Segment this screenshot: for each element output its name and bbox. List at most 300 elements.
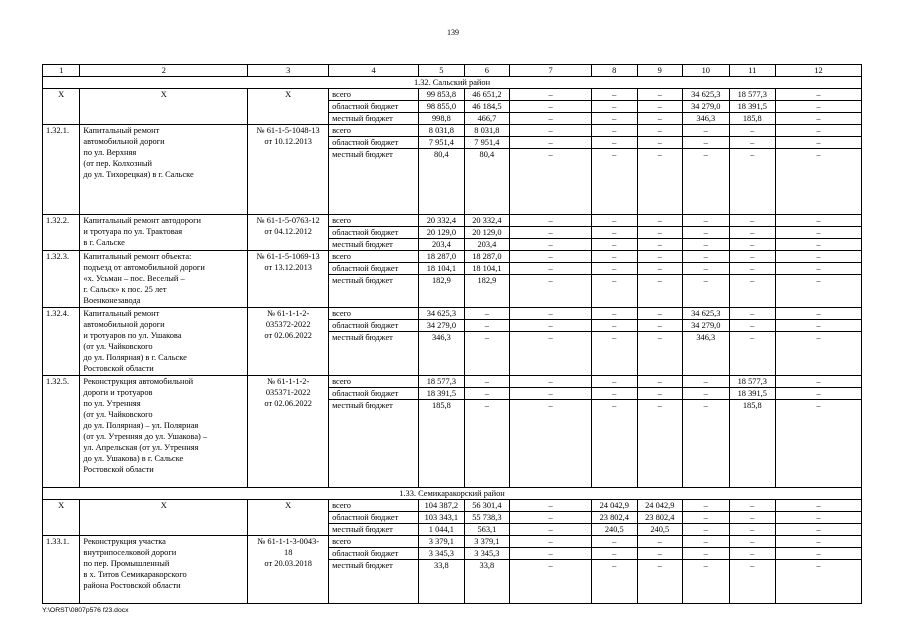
value-cell: 1 044,1	[419, 524, 465, 536]
value-cell: 18 287,0	[419, 251, 465, 263]
funding-source-cell: всего	[329, 215, 419, 227]
value-cell: –	[637, 263, 683, 275]
column-number-cell: 10	[683, 65, 730, 77]
funding-source-cell: областной бюджет	[329, 320, 419, 332]
value-cell: 104 387,2	[419, 500, 465, 512]
item-name-cell	[80, 308, 248, 376]
item-document-cell	[248, 376, 329, 488]
value-cell: –	[510, 560, 592, 604]
item-name-cell	[80, 376, 248, 488]
funding-source-cell: местный бюджет	[329, 400, 419, 488]
value-cell: –	[776, 320, 862, 332]
value-cell: –	[776, 536, 862, 548]
cell-line: № 61-1-1-3-0043-	[257, 537, 320, 546]
value-cell: –	[464, 400, 510, 488]
cell-line: Военконезавода	[83, 296, 141, 305]
value-cell: –	[592, 376, 638, 388]
value-cell: –	[637, 215, 683, 227]
funding-source-cell: всего	[329, 89, 419, 101]
column-number-cell: 9	[637, 65, 683, 77]
value-cell: –	[729, 149, 776, 215]
value-cell: 18 577,3	[729, 376, 776, 388]
value-cell: –	[592, 320, 638, 332]
column-number-cell: 4	[329, 65, 419, 77]
value-cell: –	[729, 227, 776, 239]
value-cell: –	[592, 125, 638, 137]
funding-source-cell: местный бюджет	[329, 113, 419, 125]
value-cell: –	[464, 332, 510, 376]
cell-line: и тротуара по ул. Трактовая	[83, 227, 183, 236]
funding-source-cell: местный бюджет	[329, 149, 419, 215]
value-cell: –	[592, 548, 638, 560]
value-cell: –	[637, 332, 683, 376]
value-cell: –	[510, 227, 592, 239]
value-cell: 346,3	[683, 113, 730, 125]
value-cell: 46 184,5	[464, 101, 510, 113]
cell-line: ул. Апрельская (от ул. Утренняя	[83, 443, 199, 452]
value-cell: –	[776, 251, 862, 263]
cell-line: Капитальный ремонт объекта:	[83, 252, 192, 261]
value-cell: 18 577,3	[419, 376, 465, 388]
value-cell: –	[592, 388, 638, 400]
value-cell: –	[592, 275, 638, 308]
value-cell: 80,4	[419, 149, 465, 215]
value-cell: 103 343,1	[419, 512, 465, 524]
value-cell: 34 625,3	[419, 308, 465, 320]
value-cell: –	[510, 263, 592, 275]
value-cell: 3 345,3	[419, 548, 465, 560]
value-cell: –	[776, 500, 862, 512]
column-number-cell: 5	[419, 65, 465, 77]
value-cell: –	[464, 388, 510, 400]
column-number-cell: 6	[464, 65, 510, 77]
column-number-cell: 2	[80, 65, 248, 77]
funding-source-cell: областной бюджет	[329, 512, 419, 524]
value-cell: –	[592, 400, 638, 488]
value-cell: 99 853,8	[419, 89, 465, 101]
cell-line: (от ул. Чайковского	[83, 342, 153, 351]
value-cell: –	[637, 227, 683, 239]
value-cell: –	[637, 400, 683, 488]
cell-line: № 61-1-5-1069-13	[256, 252, 320, 261]
value-cell: 185,8	[729, 113, 776, 125]
value-cell: –	[637, 137, 683, 149]
column-number-cell: 3	[248, 65, 329, 77]
value-cell: –	[776, 113, 862, 125]
value-cell: –	[592, 239, 638, 251]
value-cell: –	[637, 149, 683, 215]
cell-line: Капитальный ремонт	[83, 126, 160, 135]
summary-marker-cell: Х	[43, 89, 80, 125]
value-cell: 18 104,1	[419, 263, 465, 275]
value-cell: –	[510, 500, 592, 512]
value-cell: –	[729, 263, 776, 275]
value-cell: –	[637, 113, 683, 125]
value-cell: –	[729, 215, 776, 227]
cell-line: от 02.06.2022	[264, 399, 312, 408]
value-cell: 346,3	[683, 332, 730, 376]
value-cell: 98 855,0	[419, 101, 465, 113]
value-cell: –	[776, 239, 862, 251]
value-cell: –	[510, 215, 592, 227]
item-document-cell	[248, 125, 329, 215]
value-cell: 46 651,2	[464, 89, 510, 101]
value-cell: –	[776, 376, 862, 388]
value-cell: –	[510, 125, 592, 137]
table-row	[43, 125, 862, 137]
value-cell: –	[729, 524, 776, 536]
cell-line: до ул. Тихорецкая) в г. Сальске	[83, 170, 194, 179]
item-number-cell: 1.32.3.	[43, 251, 80, 308]
cell-line: Реконструкция участка	[83, 537, 166, 546]
funding-source-cell: областной бюджет	[329, 388, 419, 400]
value-cell: –	[637, 89, 683, 101]
value-cell: 203,4	[419, 239, 465, 251]
value-cell: –	[776, 227, 862, 239]
value-cell: –	[592, 137, 638, 149]
value-cell: –	[637, 275, 683, 308]
value-cell: –	[683, 251, 730, 263]
value-cell: 3 379,1	[419, 536, 465, 548]
cell-line: до ул. Полярная) в г. Сальске	[83, 353, 187, 362]
item-name-cell	[80, 215, 248, 251]
header-row	[43, 65, 862, 77]
value-cell: –	[776, 275, 862, 308]
funding-source-cell: всего	[329, 251, 419, 263]
cell-line: № 61-1-5-1048-13	[256, 126, 320, 135]
section-title: 1.33. Семикаракорский район	[43, 488, 862, 500]
funding-source-cell: местный бюджет	[329, 560, 419, 604]
value-cell: 20 129,0	[464, 227, 510, 239]
value-cell: –	[729, 548, 776, 560]
item-number-cell: 1.32.4.	[43, 308, 80, 376]
value-cell: –	[637, 560, 683, 604]
value-cell: 55 738,3	[464, 512, 510, 524]
cell-line: г. Сальск» к пос. 25 лет	[83, 285, 167, 294]
value-cell: 18 391,5	[729, 101, 776, 113]
funding-source-cell: областной бюджет	[329, 548, 419, 560]
value-cell: 18 391,5	[729, 388, 776, 400]
table-row	[43, 536, 862, 548]
cell-line: (от пер. Колхозный	[83, 159, 152, 168]
value-cell: 18 391,5	[419, 388, 465, 400]
value-cell: 3 379,1	[464, 536, 510, 548]
value-cell: –	[510, 149, 592, 215]
funding-source-cell: местный бюджет	[329, 332, 419, 376]
cell-line: по пер. Промышленный	[83, 559, 170, 568]
funding-source-cell: всего	[329, 500, 419, 512]
value-cell: –	[729, 275, 776, 308]
value-cell: –	[776, 89, 862, 101]
value-cell: –	[683, 263, 730, 275]
value-cell: 7 951,4	[464, 137, 510, 149]
cell-line: № 61-1-1-2-	[267, 309, 310, 318]
cell-line: (от ул. Утренняя до ул. Ушакова) –	[83, 432, 208, 441]
value-cell: 185,8	[419, 400, 465, 488]
value-cell: 23 802,4	[592, 512, 638, 524]
table-row	[43, 89, 862, 101]
value-cell: 34 625,3	[683, 89, 730, 101]
value-cell: 182,9	[464, 275, 510, 308]
cell-line: по ул. Утренняя	[83, 399, 141, 408]
value-cell: 33,8	[419, 560, 465, 604]
cell-line: в х. Титов Семикаракорского	[83, 570, 187, 579]
section-title-row	[43, 488, 862, 500]
value-cell: –	[683, 239, 730, 251]
value-cell: –	[637, 548, 683, 560]
value-cell: –	[510, 332, 592, 376]
column-number-cell: 8	[592, 65, 638, 77]
value-cell: 34 625,3	[683, 308, 730, 320]
value-cell: –	[510, 308, 592, 320]
cell-line: подъезд от автомобильной дороги	[83, 263, 205, 272]
value-cell: –	[729, 560, 776, 604]
value-cell: –	[637, 251, 683, 263]
value-cell: 18 577,3	[729, 89, 776, 101]
value-cell: –	[510, 137, 592, 149]
value-cell: –	[776, 101, 862, 113]
value-cell: –	[683, 215, 730, 227]
cell-line: автомобильной дороги	[83, 137, 165, 146]
value-cell: –	[683, 149, 730, 215]
value-cell: 7 951,4	[419, 137, 465, 149]
cell-line: от 02.06.2022	[264, 331, 312, 340]
value-cell: –	[776, 215, 862, 227]
value-cell: 33,8	[464, 560, 510, 604]
value-cell: –	[510, 512, 592, 524]
cell-line: Капитальный ремонт	[83, 309, 160, 318]
item-number-cell: 1.33.1.	[43, 536, 80, 604]
value-cell: –	[637, 239, 683, 251]
value-cell: 23 802,4	[637, 512, 683, 524]
cell-line: 035372-2022	[265, 320, 311, 329]
value-cell: 18 287,0	[464, 251, 510, 263]
value-cell: –	[683, 125, 730, 137]
value-cell: –	[592, 101, 638, 113]
budget-table	[42, 64, 862, 604]
table-row	[43, 215, 862, 227]
value-cell: –	[637, 320, 683, 332]
cell-line: от 20.03.2018	[264, 559, 312, 568]
item-document-cell	[248, 308, 329, 376]
table-row	[43, 376, 862, 388]
value-cell: –	[637, 101, 683, 113]
summary-marker-cell: Х	[80, 89, 248, 125]
value-cell: 24 042,9	[592, 500, 638, 512]
value-cell: –	[592, 89, 638, 101]
item-name-cell	[80, 125, 248, 215]
value-cell: –	[776, 548, 862, 560]
summary-marker-cell: Х	[248, 89, 329, 125]
funding-source-cell: всего	[329, 125, 419, 137]
value-cell: –	[683, 275, 730, 308]
section-title: 1.32. Сальский район	[43, 77, 862, 89]
page-number: 139	[447, 28, 459, 37]
value-cell: 563,1	[464, 524, 510, 536]
value-cell: –	[464, 308, 510, 320]
value-cell: –	[510, 548, 592, 560]
funding-source-cell: всего	[329, 376, 419, 388]
value-cell: 56 301,4	[464, 500, 510, 512]
cell-line: от 04.12.2012	[264, 227, 312, 236]
value-cell: –	[464, 376, 510, 388]
cell-line: автомобильной дороги	[83, 320, 165, 329]
value-cell: –	[729, 500, 776, 512]
cell-line: от 10.12.2013	[264, 137, 312, 146]
value-cell: –	[637, 376, 683, 388]
item-number-cell: 1.32.2.	[43, 215, 80, 251]
cell-line: 18	[284, 548, 293, 557]
item-document-cell	[248, 251, 329, 308]
value-cell: –	[637, 536, 683, 548]
cell-line: № 61-1-1-2-	[267, 377, 310, 386]
column-number-cell: 12	[776, 65, 862, 77]
funding-source-cell: областной бюджет	[329, 227, 419, 239]
value-cell: 998,8	[419, 113, 465, 125]
value-cell: 34 279,0	[683, 101, 730, 113]
cell-line: Ростовской области	[83, 364, 154, 373]
value-cell: –	[510, 524, 592, 536]
funding-source-cell: всего	[329, 536, 419, 548]
cell-line: № 61-1-5-0763-12	[256, 216, 320, 225]
funding-source-cell: всего	[329, 308, 419, 320]
value-cell: –	[776, 560, 862, 604]
value-cell: –	[683, 500, 730, 512]
value-cell: –	[776, 263, 862, 275]
cell-line: внутрипоселковой дороги	[83, 548, 177, 557]
value-cell: 8 031,8	[419, 125, 465, 137]
cell-line: (от ул. Чайковского	[83, 410, 153, 419]
column-number-cell: 7	[510, 65, 592, 77]
value-cell: –	[729, 137, 776, 149]
summary-marker-cell: Х	[80, 500, 248, 536]
value-cell: 203,4	[464, 239, 510, 251]
value-cell: –	[592, 332, 638, 376]
value-cell: –	[510, 388, 592, 400]
value-cell: 20 332,4	[464, 215, 510, 227]
value-cell: –	[592, 560, 638, 604]
value-cell: –	[510, 320, 592, 332]
value-cell: 240,5	[592, 524, 638, 536]
value-cell: –	[776, 149, 862, 215]
section-title-row	[43, 77, 862, 89]
funding-source-cell: местный бюджет	[329, 275, 419, 308]
funding-source-cell: местный бюджет	[329, 524, 419, 536]
value-cell: –	[776, 308, 862, 320]
value-cell: 34 279,0	[419, 320, 465, 332]
value-cell: –	[683, 227, 730, 239]
value-cell: –	[729, 125, 776, 137]
value-cell: –	[592, 227, 638, 239]
table-body	[43, 65, 862, 604]
cell-line: Ростовской области	[83, 465, 154, 474]
footer-path: Y:\ORST\0807p576 f23.docx	[42, 607, 129, 614]
item-name-cell	[80, 251, 248, 308]
value-cell: –	[776, 137, 862, 149]
value-cell: –	[683, 560, 730, 604]
value-cell: 8 031,8	[464, 125, 510, 137]
value-cell: 20 332,4	[419, 215, 465, 227]
value-cell: –	[683, 400, 730, 488]
value-cell: –	[637, 308, 683, 320]
cell-line: «х. Усьман – пос. Веселый –	[83, 274, 185, 283]
value-cell: –	[729, 308, 776, 320]
value-cell: 34 279,0	[683, 320, 730, 332]
value-cell: –	[592, 251, 638, 263]
summary-marker-cell: Х	[248, 500, 329, 536]
value-cell: –	[510, 239, 592, 251]
cell-line: района Ростовской области	[83, 581, 181, 590]
value-cell: –	[510, 251, 592, 263]
value-cell: –	[776, 388, 862, 400]
item-name-cell	[80, 536, 248, 604]
value-cell: –	[637, 125, 683, 137]
item-number-cell: 1.32.1.	[43, 125, 80, 215]
value-cell: –	[683, 536, 730, 548]
value-cell: –	[683, 524, 730, 536]
table-row	[43, 500, 862, 512]
value-cell: –	[592, 149, 638, 215]
column-number-cell: 1	[43, 65, 80, 77]
value-cell: –	[510, 400, 592, 488]
value-cell: –	[776, 125, 862, 137]
value-cell: 346,3	[419, 332, 465, 376]
value-cell: 3 345,3	[464, 548, 510, 560]
cell-line: до ул. Полярная) – ул. Полярная	[83, 421, 199, 430]
value-cell: 240,5	[637, 524, 683, 536]
value-cell: –	[592, 536, 638, 548]
value-cell: –	[592, 308, 638, 320]
value-cell: –	[683, 388, 730, 400]
value-cell: 24 042,9	[637, 500, 683, 512]
funding-source-cell: местный бюджет	[329, 239, 419, 251]
cell-line: и тротуаров по ул. Ушакова	[83, 331, 182, 340]
cell-line: 035371-2022	[265, 388, 311, 397]
funding-source-cell: областной бюджет	[329, 263, 419, 275]
funding-source-cell: областной бюджет	[329, 101, 419, 113]
value-cell: –	[776, 524, 862, 536]
column-number-cell: 11	[729, 65, 776, 77]
value-cell: –	[510, 113, 592, 125]
cell-line: от 13.12.2013	[264, 263, 312, 272]
value-cell: –	[510, 101, 592, 113]
table-row	[43, 308, 862, 320]
item-document-cell	[248, 536, 329, 604]
value-cell: –	[729, 251, 776, 263]
cell-line: по ул. Верхняя	[83, 148, 137, 157]
value-cell: –	[776, 512, 862, 524]
table-row	[43, 251, 862, 263]
cell-line: до ул. Ушакова) в г. Сальске	[83, 454, 184, 463]
summary-marker-cell: Х	[43, 500, 80, 536]
value-cell: –	[637, 388, 683, 400]
value-cell: –	[683, 376, 730, 388]
value-cell: 18 104,1	[464, 263, 510, 275]
value-cell: –	[592, 113, 638, 125]
value-cell: 182,9	[419, 275, 465, 308]
cell-line: дороги и тротуаров	[83, 388, 153, 397]
item-document-cell	[248, 215, 329, 251]
value-cell: –	[510, 536, 592, 548]
value-cell: –	[776, 332, 862, 376]
cell-line: в г. Сальске	[83, 238, 125, 247]
value-cell: –	[683, 512, 730, 524]
value-cell: –	[464, 320, 510, 332]
value-cell: –	[592, 215, 638, 227]
value-cell: 80,4	[464, 149, 510, 215]
value-cell: –	[510, 89, 592, 101]
value-cell: –	[510, 376, 592, 388]
